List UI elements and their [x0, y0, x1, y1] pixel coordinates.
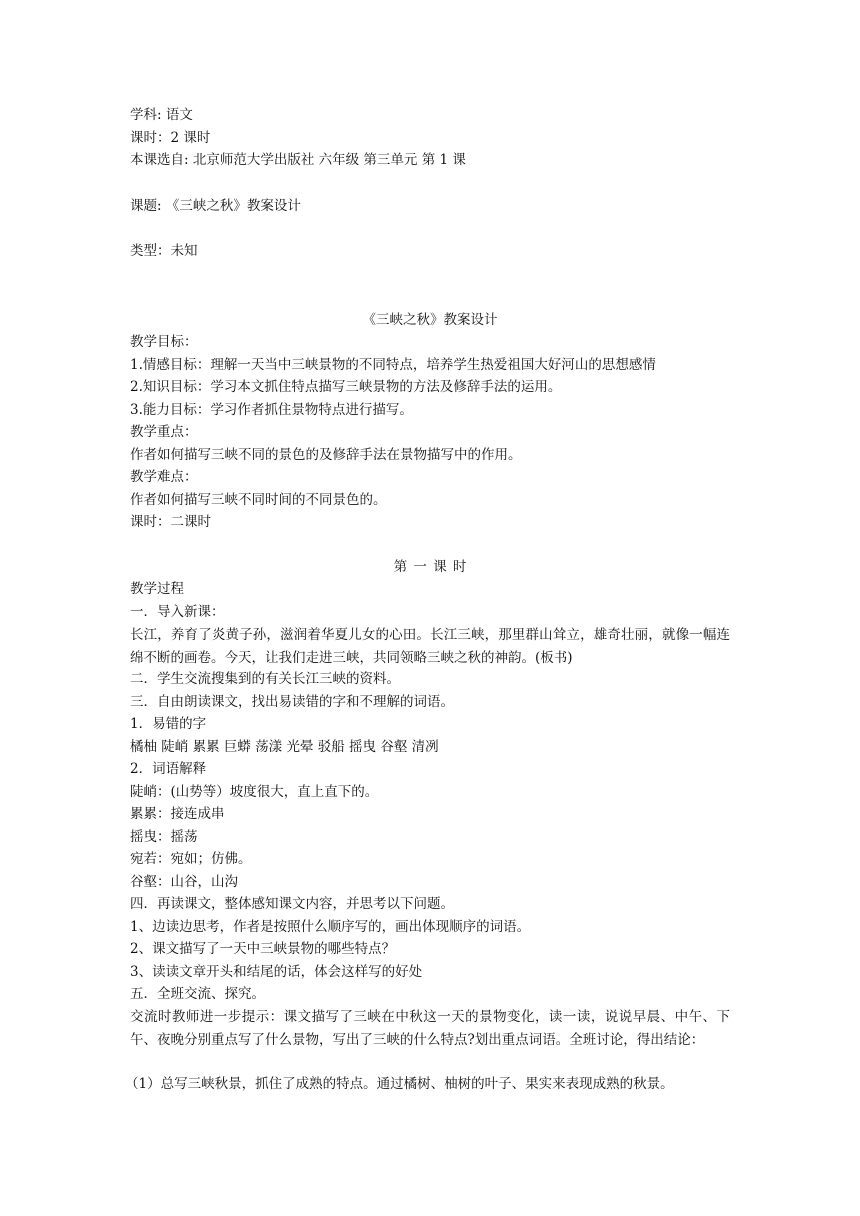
difficult-text: 作者如何描写三峡不同时间的不同景色的。: [130, 492, 387, 508]
intro-paragraph: 长江，养育了炎黄子孙，滋润着华夏儿女的心田。长江三峡，那里群山耸立，雄奇壮丽，就像一幅连绵不断的画卷。今天，让我们走进三峡，共同领略三峡之秋的神韵。(板书): [130, 627, 730, 666]
step-5: 五．全班交流、探究。: [130, 986, 265, 1002]
difficult-heading: 教学难点：: [130, 469, 198, 485]
source-line: 本课选自: 北京师范大学出版社 六年级 第三单元 第 1 课: [130, 152, 466, 168]
conclusion-1: （1）总写三峡秋景，抓住了成熟的特点。通过橘树、柚树的叶子、果实来表现成熟的秋景。: [125, 1076, 674, 1092]
goal-item: 1.情感目标：理解一天当中三峡景物的不同特点，培养学生热爱祖国大好河山的思想感情: [130, 357, 656, 373]
question-item: 1、边读边思考，作者是按照什么顺序写的，画出体现顺序的词语。: [130, 919, 531, 935]
key-text: 作者如何描写三峡不同的景色的及修辞手法在景物描写中的作用。: [130, 447, 522, 463]
words-list: 橘柚 陡峭 累累 巨蟒 荡漾 光晕 驳船 摇曳 谷壑 清冽: [130, 739, 439, 755]
intro-heading: 一．导入新课：: [130, 604, 225, 620]
goal-item: 2.知识目标：学习本文抓住特点描写三峡景物的方法及修辞手法的运用。: [130, 379, 562, 395]
plan-hours: 课时：二课时: [130, 514, 211, 530]
goals-heading: 教学目标：: [130, 334, 198, 350]
glossary-item: 累累：接连成串: [130, 806, 225, 822]
glossary-heading: 2．词语解释: [130, 761, 207, 777]
lesson-title: 第 一 课 时: [393, 559, 467, 575]
question-item: 2、课文描写了一天中三峡景物的哪些特点？: [130, 941, 396, 957]
type-line: 类型：未知: [130, 243, 198, 259]
topic-line: 课题: 《三峡之秋》教案设计: [130, 198, 301, 214]
plan-title: 《三峡之秋》教案设计: [362, 312, 498, 328]
step-2: 二．学生交流搜集到的有关长江三峡的资料。: [130, 671, 400, 687]
glossary-item: 陡峭：(山势等）坡度很大，直上直下的。: [130, 784, 379, 800]
glossary-item: 宛若：宛如；仿佛。: [130, 851, 252, 867]
step-3: 三．自由朗读课文，找出易读错的字和不理解的词语。: [130, 694, 454, 710]
glossary-item: 谷壑：山谷，山沟: [130, 874, 238, 890]
subject-line: 学科: 语文: [130, 107, 193, 123]
key-heading: 教学重点：: [130, 424, 198, 440]
step-4: 四．再读课文，整体感知课文内容，并思考以下问题。: [130, 896, 454, 912]
process-heading: 教学过程: [130, 581, 184, 597]
discussion-paragraph: 交流时教师进一步提示：课文描写了三峡在中秋这一天的景物变化，读一读，说说早晨、中午、下午、夜晚分别重点写了什么景物，写出了三峡的什么特点?划出重点词语。全班讨论，得出结论：: [130, 1009, 730, 1048]
words-heading: 1．易错的字: [130, 716, 207, 732]
question-item: 3、读读文章开头和结尾的话，体会这样写的好处: [130, 964, 423, 980]
goal-item: 3.能力目标：学习作者抓住景物特点进行描写。: [130, 402, 413, 418]
glossary-item: 摇曳：摇荡: [130, 829, 198, 845]
hours-line: 课时：2 课时: [130, 130, 211, 146]
